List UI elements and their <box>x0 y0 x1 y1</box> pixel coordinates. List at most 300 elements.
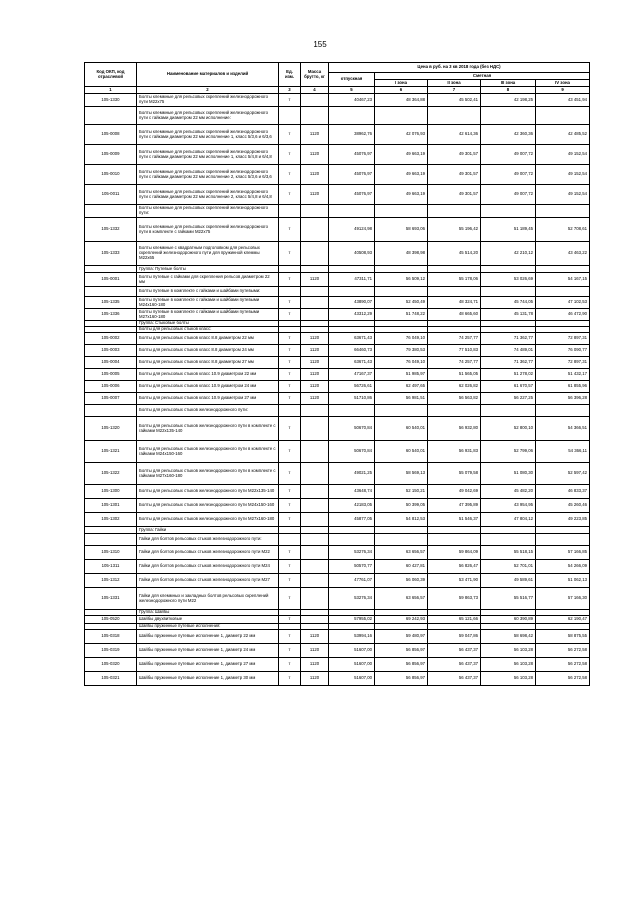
cell-price-zone-4: 76 090,77 <box>536 345 590 357</box>
cell-price-zone-1: 58 693,06 <box>375 218 428 242</box>
table-row <box>85 165 590 185</box>
cell-price-zone-2: 53 471,90 <box>428 574 481 588</box>
cell-mass <box>301 218 329 242</box>
cell-price-zone-3: 61 670,57 <box>481 381 536 393</box>
header-zone: IV зона <box>536 80 590 87</box>
cell-code: 105-1333 <box>85 242 137 266</box>
cell-mass <box>301 560 329 574</box>
cell-price-zone-1: 56 856,97 <box>375 672 428 686</box>
cell-price-zone-1: 58 569,13 <box>375 463 428 485</box>
cell-price-release: 50670,84 <box>329 441 375 463</box>
cell-price-zone-1 <box>375 205 428 218</box>
cell-price-release <box>329 527 375 534</box>
cell-code: 105-0321 <box>85 672 137 686</box>
table-row <box>85 333 590 345</box>
cell-price-zone-4: 45 260,46 <box>536 499 590 513</box>
cell-code: 105-1311 <box>85 560 137 574</box>
cell-price-release: 45076,97 <box>329 145 375 165</box>
cell-price-zone-1: 51 985,97 <box>375 369 428 381</box>
cell-price-zone-4: 56 272,58 <box>536 658 590 672</box>
cell-unit: т <box>279 381 301 393</box>
cell-price-release: 56726,61 <box>329 381 375 393</box>
cell-price-zone-2: 47 395,89 <box>428 499 481 513</box>
cell-price-zone-2: 55 079,58 <box>428 463 481 485</box>
cell-unit: т <box>279 513 301 527</box>
cell-unit: т <box>279 333 301 345</box>
col-number: 7 <box>428 87 481 94</box>
cell-price-zone-1: 69 242,93 <box>375 616 428 624</box>
cell-mass <box>301 534 329 546</box>
cell-price-zone-1: 52 150,21 <box>375 485 428 499</box>
cell-code: 105-0011 <box>85 185 137 205</box>
cell-mass <box>301 94 329 107</box>
cell-mass <box>301 405 329 417</box>
col-number: 1 <box>85 87 137 94</box>
header-price-title: Цена в руб. на 3 кв 2018 года (без НДС) <box>329 63 590 73</box>
table-row <box>85 630 590 644</box>
cell-price-zone-2: 49 042,69 <box>428 485 481 499</box>
cell-price-release: 40467,23 <box>329 94 375 107</box>
cell-price-release: 50570,77 <box>329 560 375 574</box>
cell-price-zone-4: 56 272,58 <box>536 644 590 658</box>
col-number: 6 <box>375 87 428 94</box>
cell-code <box>85 527 137 534</box>
cell-price-zone-3: 49 007,72 <box>481 145 536 165</box>
cell-price-zone-4: 61 855,96 <box>536 381 590 393</box>
cell-price-zone-1: 52 450,49 <box>375 297 428 309</box>
cell-price-zone-2: 55 178,06 <box>428 273 481 287</box>
cell-code <box>85 534 137 546</box>
cell-price-zone-2: 74 257,77 <box>428 357 481 369</box>
table-row <box>85 534 590 546</box>
cell-price-zone-2: 59 047,86 <box>428 630 481 644</box>
cell-price-zone-4 <box>536 205 590 218</box>
cell-unit: т <box>279 309 301 321</box>
cell-name: Болты для рельсовых стыков железнодорожного пути в комплекте с гайками М27х160-180 <box>137 463 279 485</box>
cell-price-zone-4: 54 167,15 <box>536 273 590 287</box>
cell-price-zone-1: 63 656,57 <box>375 588 428 610</box>
cell-code: 105-1320 <box>85 417 137 441</box>
cell-price-zone-1: 56 856,97 <box>375 644 428 658</box>
cell-price-zone-4: 52 597,42 <box>536 463 590 485</box>
cell-unit: т <box>279 574 301 588</box>
cell-code: 105-1322 <box>85 463 137 485</box>
cell-price-zone-1 <box>375 107 428 125</box>
table-row <box>85 616 590 624</box>
cell-price-zone-4: 56 272,58 <box>536 672 590 686</box>
cell-price-release <box>329 266 375 273</box>
cell-price-zone-2: 45 514,20 <box>428 242 481 266</box>
cell-price-zone-1: 54 812,53 <box>375 513 428 527</box>
cell-name: Болты для рельсовых стыков класс 10.9 диаметром 27 мм <box>137 393 279 405</box>
cell-unit: т <box>279 125 301 145</box>
price-table <box>84 62 590 686</box>
cell-price-release: 38962,76 <box>329 125 375 145</box>
table-row <box>85 205 590 218</box>
cell-mass: 1120 <box>301 345 329 357</box>
cell-price-zone-3: 56 103,28 <box>481 644 536 658</box>
cell-name: Группа: Шайбы <box>137 610 279 616</box>
cell-name: Гайки для болтов рельсовых стыков железнодорожного пути: <box>137 534 279 546</box>
cell-unit: т <box>279 145 301 165</box>
cell-price-zone-4: 58 875,55 <box>536 630 590 644</box>
table-row <box>85 266 590 273</box>
cell-price-zone-1: 76 049,10 <box>375 357 428 369</box>
header-zone: I зона <box>375 80 428 87</box>
cell-price-zone-4: 57 166,30 <box>536 588 590 610</box>
cell-mass <box>301 297 329 309</box>
table-row <box>85 513 590 527</box>
cell-price-zone-4: 47 102,53 <box>536 297 590 309</box>
cell-price-zone-3: 45 744,05 <box>481 297 536 309</box>
cell-price-zone-1: 56 060,39 <box>375 574 428 588</box>
cell-price-zone-3: 43 954,95 <box>481 499 536 513</box>
table-row <box>85 381 590 393</box>
cell-price-zone-4: 49 152,54 <box>536 145 590 165</box>
table-row <box>85 125 590 145</box>
cell-price-release: 45076,97 <box>329 165 375 185</box>
cell-price-zone-1: 49 663,19 <box>375 185 428 205</box>
cell-price-release: 47311,71 <box>329 273 375 287</box>
col-number: 9 <box>536 87 590 94</box>
cell-mass <box>301 266 329 273</box>
cell-name: Болты путевые в комплекте с гайками и шайбами путевыми: <box>137 287 279 297</box>
cell-price-zone-1 <box>375 405 428 417</box>
cell-mass <box>301 513 329 527</box>
cell-price-release: 42183,05 <box>329 499 375 513</box>
header-estimate: Сметная <box>375 73 590 80</box>
cell-unit: т <box>279 94 301 107</box>
cell-price-zone-1: 60 540,01 <box>375 441 428 463</box>
cell-price-zone-4 <box>536 107 590 125</box>
cell-code: 105-1335 <box>85 297 137 309</box>
table-row <box>85 588 590 610</box>
cell-name: Болты для рельсовых стыков железнодорожного пути в комплекте с гайками М22х135-140 <box>137 417 279 441</box>
table-row <box>85 309 590 321</box>
cell-price-release <box>329 287 375 297</box>
cell-price-zone-3: 45 131,78 <box>481 309 536 321</box>
cell-name: Болты для рельсовых стыков железнодорожного пути М27х160-180 <box>137 513 279 527</box>
cell-name: Болты для рельсовых стыков железнодорожного пути в комплекте с гайками М24х150-160 <box>137 441 279 463</box>
cell-unit: т <box>279 463 301 485</box>
table-row <box>85 672 590 686</box>
cell-price-zone-2 <box>428 266 481 273</box>
cell-name: Болты путевые в комплекте с гайками и шайбами путевыми М27х160-180 <box>137 309 279 321</box>
cell-unit: т <box>279 485 301 499</box>
cell-unit: т <box>279 273 301 287</box>
cell-code <box>85 405 137 417</box>
cell-unit: т <box>279 393 301 405</box>
col-number: 5 <box>329 87 375 94</box>
cell-price-release: 63671,43 <box>329 357 375 369</box>
cell-code: 105-0010 <box>85 165 137 185</box>
table-row <box>85 393 590 405</box>
cell-unit <box>279 266 301 273</box>
cell-price-zone-3: 53 026,69 <box>481 273 536 287</box>
cell-price-zone-4: 72 897,31 <box>536 333 590 345</box>
cell-price-zone-3: 52 701,01 <box>481 560 536 574</box>
cell-name: Болты для рельсовых стыков класс 8.8 диаметром 24 мм <box>137 345 279 357</box>
cell-mass <box>301 574 329 588</box>
cell-price-release <box>329 534 375 546</box>
cell-price-zone-2: 48 324,71 <box>428 297 481 309</box>
cell-price-zone-2: 74 257,77 <box>428 333 481 345</box>
cell-price-zone-2: 49 301,57 <box>428 165 481 185</box>
cell-price-zone-3: 51 278,02 <box>481 369 536 381</box>
cell-name: Шайбы пружинные путевые исполнение 1, диаметр 24 мм <box>137 644 279 658</box>
cell-mass <box>301 485 329 499</box>
cell-name: Болты клеммные для рельсовых скреплений железнодорожного пути в комплекте с гайками М22х75 <box>137 218 279 242</box>
table-row <box>85 485 590 499</box>
cell-price-zone-2: 48 665,60 <box>428 309 481 321</box>
cell-mass <box>301 546 329 560</box>
cell-name: Шайбы двухвитковые <box>137 616 279 624</box>
cell-price-zone-4: 46 472,90 <box>536 309 590 321</box>
cell-unit: т <box>279 369 301 381</box>
cell-price-zone-1: 56 856,97 <box>375 658 428 672</box>
cell-unit: т <box>279 441 301 463</box>
cell-mass <box>301 588 329 610</box>
cell-price-zone-4: 42 485,52 <box>536 125 590 145</box>
cell-price-zone-1: 48 364,88 <box>375 94 428 107</box>
cell-unit: т <box>279 546 301 560</box>
cell-unit: т <box>279 672 301 686</box>
cell-price-release: 45877,05 <box>329 513 375 527</box>
cell-price-zone-4: 51 062,13 <box>536 574 590 588</box>
cell-price-zone-2: 62 026,82 <box>428 381 481 393</box>
cell-price-zone-1: 59 480,97 <box>375 630 428 644</box>
cell-name: Болты путевые с гайками для скрепления рельсов диаметром 22 мм <box>137 273 279 287</box>
header-unit: Ед. изм. <box>279 63 301 87</box>
cell-price-release: 63671,43 <box>329 333 375 345</box>
cell-mass <box>301 287 329 297</box>
cell-unit: т <box>279 630 301 644</box>
table-row <box>85 499 590 513</box>
table-row <box>85 546 590 560</box>
header-release: отпускная <box>329 73 375 87</box>
cell-price-zone-2: 77 510,83 <box>428 345 481 357</box>
cell-mass <box>301 417 329 441</box>
cell-name: Болты клеммные для рельсовых скреплений железнодорожного пути с гайками диаметром 22 мм исполнение 2, класс 5/4,8 и 6/4,8 <box>137 185 279 205</box>
cell-mass <box>301 107 329 125</box>
cell-price-zone-3: 55 518,15 <box>481 546 536 560</box>
cell-name: Группа: Путевые болты <box>137 266 279 273</box>
cell-code: 105-0008 <box>85 125 137 145</box>
cell-price-release: 43648,74 <box>329 485 375 499</box>
cell-price-release: 53276,34 <box>329 588 375 610</box>
cell-mass: 1120 <box>301 630 329 644</box>
cell-price-zone-2: 65 121,66 <box>428 616 481 624</box>
cell-price-zone-2: 59 863,73 <box>428 588 481 610</box>
cell-unit <box>279 205 301 218</box>
cell-name: Гайки для болтов рельсовых стыков железнодорожного пути М22 <box>137 546 279 560</box>
col-number: 4 <box>301 87 329 94</box>
cell-price-zone-3: 56 227,25 <box>481 393 536 405</box>
cell-price-zone-3: 49 007,72 <box>481 165 536 185</box>
cell-price-zone-1: 56 981,51 <box>375 393 428 405</box>
cell-price-zone-2: 59 864,09 <box>428 546 481 560</box>
cell-price-zone-1: 48 398,98 <box>375 242 428 266</box>
cell-mass <box>301 527 329 534</box>
cell-price-zone-3: 55 516,77 <box>481 588 536 610</box>
cell-price-zone-4: 49 152,54 <box>536 185 590 205</box>
cell-code: 105-0002 <box>85 333 137 345</box>
cell-code: 105-1301 <box>85 499 137 513</box>
cell-price-zone-2: 56 437,37 <box>428 672 481 686</box>
cell-price-zone-2: 56 437,37 <box>428 644 481 658</box>
cell-price-release: 45076,97 <box>329 185 375 205</box>
cell-code: 105-0007 <box>85 393 137 405</box>
cell-unit <box>279 405 301 417</box>
cell-name: Группа: Стыковые болты <box>137 321 279 327</box>
cell-price-zone-3 <box>481 205 536 218</box>
cell-code: 105-1321 <box>85 441 137 463</box>
cell-price-release: 47761,07 <box>329 574 375 588</box>
cell-price-release: 50670,84 <box>329 417 375 441</box>
cell-code: 105-1332 <box>85 218 137 242</box>
cell-code <box>85 266 137 273</box>
cell-name: Болты клеммные для рельсовых скреплений железнодорожного пути с гайками диаметром 22 мм исполнение 1, класс 5/4,8 и 6/4,8 <box>137 145 279 165</box>
cell-price-zone-2 <box>428 534 481 546</box>
cell-price-zone-1: 42 076,93 <box>375 125 428 145</box>
cell-code: 105-1302 <box>85 513 137 527</box>
table-row <box>85 145 590 165</box>
cell-price-zone-3: 52 799,06 <box>481 441 536 463</box>
cell-mass <box>301 309 329 321</box>
cell-mass: 1120 <box>301 672 329 686</box>
cell-unit: т <box>279 297 301 309</box>
cell-name: Болты путевые в комплекте с гайками и шайбами путевыми М24х160-180 <box>137 297 279 309</box>
table-row <box>85 417 590 441</box>
cell-price-zone-3: 74 489,01 <box>481 345 536 357</box>
cell-price-release: 53994,16 <box>329 630 375 644</box>
cell-price-zone-3: 51 080,30 <box>481 463 536 485</box>
cell-price-zone-4: 72 897,31 <box>536 357 590 369</box>
cell-price-release: 47167,37 <box>329 369 375 381</box>
cell-price-zone-1: 56 509,12 <box>375 273 428 287</box>
cell-unit: т <box>279 658 301 672</box>
cell-price-zone-2: 56 826,47 <box>428 560 481 574</box>
cell-unit: т <box>279 616 301 624</box>
cell-price-zone-1: 62 497,65 <box>375 381 428 393</box>
cell-price-release: 53276,34 <box>329 546 375 560</box>
cell-mass: 1120 <box>301 357 329 369</box>
cell-mass: 1120 <box>301 393 329 405</box>
cell-name: Болты клеммные для рельсовых скреплений железнодорожного пути с гайками диаметром 22 мм исполнение 2, класс 5/3,6 и 6/3,6 <box>137 165 279 185</box>
table-row <box>85 273 590 287</box>
cell-price-zone-4 <box>536 405 590 417</box>
cell-unit: т <box>279 165 301 185</box>
cell-price-release: 43890,07 <box>329 297 375 309</box>
cell-price-zone-4 <box>536 534 590 546</box>
cell-price-release: 57955,02 <box>329 616 375 624</box>
cell-price-release: 51710,86 <box>329 393 375 405</box>
cell-unit: т <box>279 242 301 266</box>
cell-price-release: 43312,29 <box>329 309 375 321</box>
cell-price-zone-1: 60 540,01 <box>375 417 428 441</box>
cell-price-zone-3: 49 589,61 <box>481 574 536 588</box>
cell-price-zone-3: 52 800,10 <box>481 417 536 441</box>
cell-mass: 1120 <box>301 644 329 658</box>
cell-price-zone-3 <box>481 287 536 297</box>
cell-price-zone-3 <box>481 527 536 534</box>
header-code: Код ОКП, код отраслевой <box>85 63 137 87</box>
cell-name: Шайбы пружинные путевые исполнения: <box>137 624 279 630</box>
cell-unit <box>279 534 301 546</box>
cell-mass <box>301 616 329 624</box>
cell-price-zone-1: 49 663,19 <box>375 165 428 185</box>
cell-price-zone-1 <box>375 287 428 297</box>
cell-price-zone-4: 52 708,61 <box>536 218 590 242</box>
col-number: 3 <box>279 87 301 94</box>
cell-code: 105-1336 <box>85 309 137 321</box>
cell-price-zone-3: 60 390,89 <box>481 616 536 624</box>
cell-mass <box>301 242 329 266</box>
table-row <box>85 242 590 266</box>
table-row <box>85 441 590 463</box>
cell-price-release <box>329 205 375 218</box>
cell-price-release: 51607,00 <box>329 644 375 658</box>
header-zone: II зона <box>428 80 481 87</box>
cell-name: Болты клеммные для рельсовых скреплений железнодорожного пути с гайками диаметром 22 мм исполнение 1, класс 5/3,6 и 6/3,6 <box>137 125 279 145</box>
cell-code: 105-0004 <box>85 357 137 369</box>
cell-name: Шайбы пружинные путевые исполнение 1, диаметр 22 мм <box>137 630 279 644</box>
cell-unit: т <box>279 588 301 610</box>
cell-name: Гайки для болтов рельсовых стыков железнодорожного пути М27 <box>137 574 279 588</box>
cell-price-zone-3: 45 482,20 <box>481 485 536 499</box>
cell-price-zone-3: 47 804,12 <box>481 513 536 527</box>
cell-code: 105-0001 <box>85 273 137 287</box>
col-number: 8 <box>481 87 536 94</box>
cell-name: Болты клеммные для рельсовых скреплений железнодорожного пути с гайками диаметром 22 мм исполнение: <box>137 107 279 125</box>
cell-price-zone-1 <box>375 266 428 273</box>
cell-code: 105-1331 <box>85 588 137 610</box>
cell-price-zone-2: 55 196,42 <box>428 218 481 242</box>
cell-price-zone-2 <box>428 107 481 125</box>
cell-price-zone-4: 46 833,37 <box>536 485 590 499</box>
cell-price-release: 51607,00 <box>329 658 375 672</box>
table-row <box>85 574 590 588</box>
cell-mass: 1120 <box>301 165 329 185</box>
cell-price-zone-3: 42 360,36 <box>481 125 536 145</box>
cell-mass <box>301 463 329 485</box>
cell-price-zone-2: 45 502,41 <box>428 94 481 107</box>
cell-price-zone-3: 56 103,28 <box>481 658 536 672</box>
cell-name: Болты для рельсовых стыков класс 10.9 диаметром 24 мм <box>137 381 279 393</box>
cell-unit <box>279 107 301 125</box>
cell-price-zone-3: 42 210,12 <box>481 242 536 266</box>
cell-price-release: 49124,98 <box>329 218 375 242</box>
table-row <box>85 287 590 297</box>
cell-name: Гайки для клеммных и закладных болтов рельсовых скреплений железнодорожного пути М22 <box>137 588 279 610</box>
table-row <box>85 185 590 205</box>
cell-mass: 1120 <box>301 273 329 287</box>
cell-price-zone-1 <box>375 534 428 546</box>
cell-price-zone-1: 63 656,57 <box>375 546 428 560</box>
cell-mass: 1120 <box>301 125 329 145</box>
table-row <box>85 218 590 242</box>
cell-code: 105-0319 <box>85 644 137 658</box>
cell-name: Шайбы пружинные путевые исполнение 1, диаметр 30 мм <box>137 672 279 686</box>
cell-price-zone-3: 51 189,45 <box>481 218 536 242</box>
cell-code: 105-0005 <box>85 369 137 381</box>
cell-price-zone-3: 42 198,25 <box>481 94 536 107</box>
cell-price-zone-3 <box>481 266 536 273</box>
cell-price-zone-2: 56 931,83 <box>428 441 481 463</box>
cell-mass <box>301 205 329 218</box>
header-zone: III зона <box>481 80 536 87</box>
cell-unit: т <box>279 499 301 513</box>
